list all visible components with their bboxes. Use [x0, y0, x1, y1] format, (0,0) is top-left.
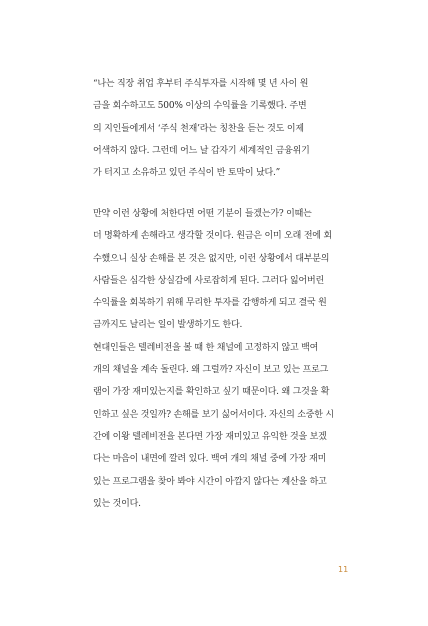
quote-line: 가 터지고 소유하고 있던 주식이 반 토막이 났다.” [93, 168, 281, 179]
body-line: 램이 가장 재미있는지를 확인하고 싶기 때문이다. 왜 그것을 확 [93, 387, 330, 398]
body-line: 다는 마음이 내면에 깔려 있다. 백여 개의 채널 중에 가장 재미 [93, 454, 327, 465]
body-line: 수익률을 회복하기 위해 무리한 투자를 감행하게 되고 결국 원 [93, 298, 327, 309]
body-line: 수했으니 실상 손해를 본 것은 없지만, 이런 상황에서 대부분의 [93, 253, 330, 264]
page-number: 11 [338, 565, 349, 574]
body-line: 사람들은 심각한 상실감에 사로잡히게 된다. 그러다 잃어버린 [93, 275, 324, 286]
body-line: 현대인들은 텔레비전을 볼 때 한 채널에 고정하지 않고 백여 [93, 342, 319, 353]
body-line: 더 명확하게 손해라고 생각할 것이다. 원금은 이미 오래 전에 회 [93, 231, 332, 242]
quote-line: 어색하지 않다. 그런데 어느 날 갑자기 세계적인 금융위기 [93, 145, 310, 156]
quote-line: “나는 직장 취업 후부터 주식투자를 시작해 몇 년 사이 원 [93, 79, 309, 89]
body-line: 금까지도 날리는 일이 발생하기도 한다. [93, 320, 243, 331]
body-text [93, 203, 355, 515]
body-line: 인하고 싶은 것일까? 손해를 보기 싫어서이다. 자신의 소중한 시 [93, 409, 334, 420]
body-line: 만약 이런 상황에 처한다면 어떤 기분이 들겠는가? 이때는 [93, 209, 312, 219]
quote-line: 의 지인들에게서 ‘주식 천재’라는 칭찬을 듣는 것도 이제 [93, 123, 304, 134]
quote-line: 금을 회수하고도 500% 이상의 수익률을 기록했다. 주변 [93, 101, 307, 112]
quote-block [93, 73, 343, 184]
body-line: 개의 채널을 계속 돌린다. 왜 그럴까? 자신이 보고 있는 프로그 [93, 365, 329, 376]
body-line: 있는 프로그램을 찾아 봐야 시간이 아깝지 않다는 계산을 하고 [93, 476, 327, 487]
body-line: 간에 이왕 텔레비전을 본다면 가장 재미있고 유익한 것을 보겠 [93, 431, 327, 442]
body-line: 있는 것이다. [93, 498, 141, 509]
